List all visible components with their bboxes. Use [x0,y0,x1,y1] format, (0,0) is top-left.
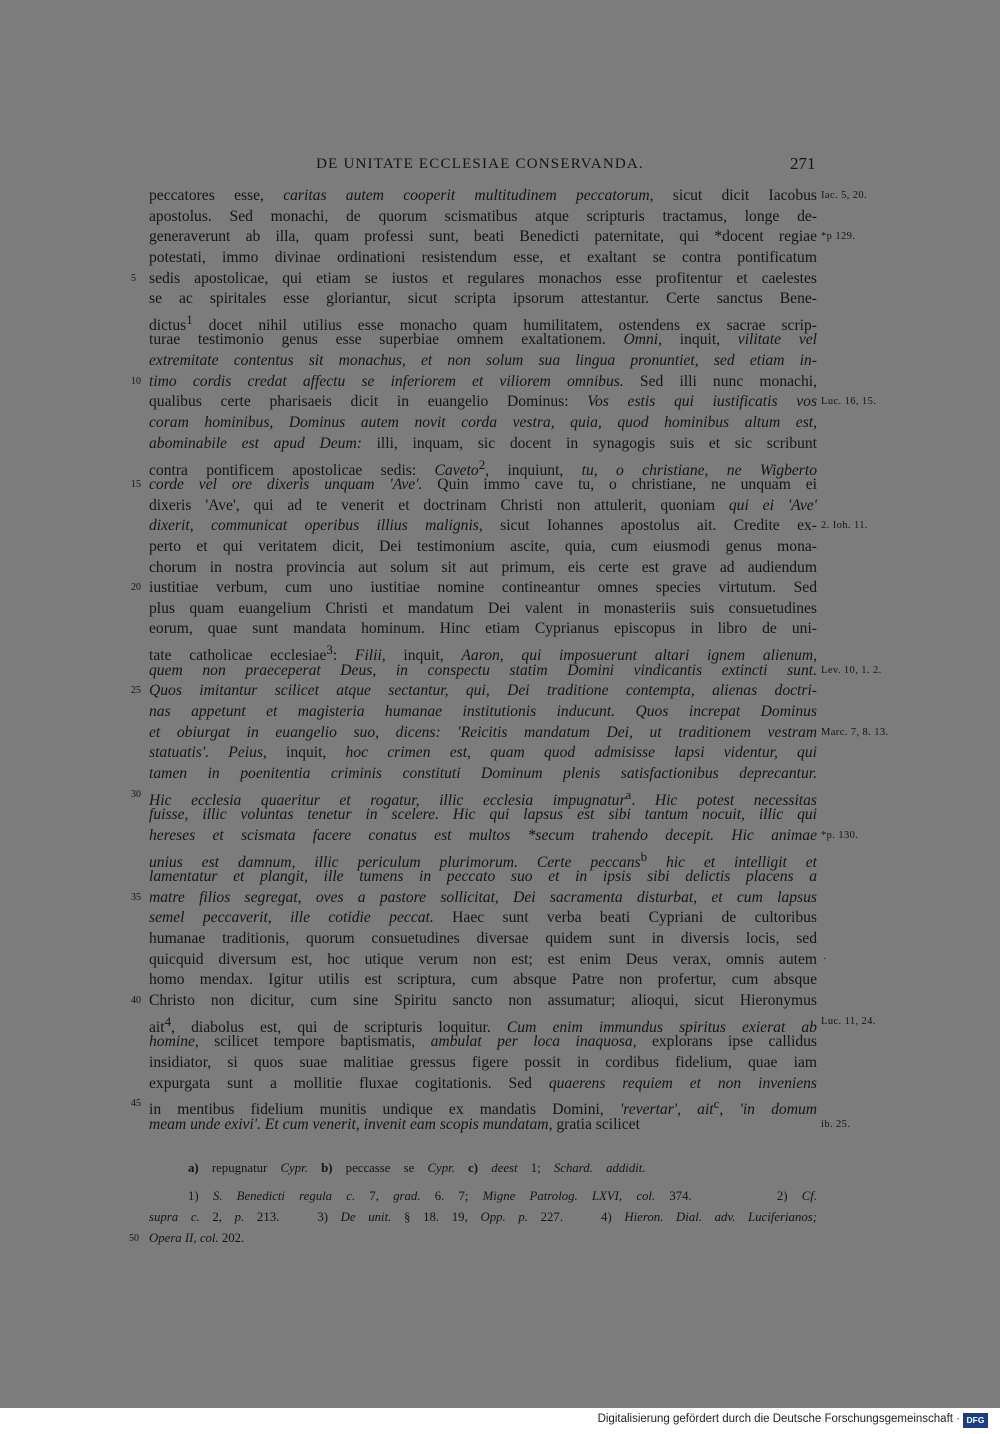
text-line [149,929,817,950]
text-line [149,516,868,537]
text-line [149,723,889,744]
text-line [149,908,817,929]
line-text: tamen in poenitentia criminis constituti Dominum plenis satisfactionibus deprecantur. [149,764,817,782]
margin-reference: · [823,953,827,965]
line-number: 15 [131,478,141,490]
text-line [149,950,827,971]
margin-reference: Lev. 10, 1. 2. [821,664,882,676]
text-line [131,1094,818,1119]
line-number: 5 [131,272,136,284]
line-text: nas appetunt et magisteria humanae institutionis inducunt. Quos increpat Dominus [149,703,817,721]
line-number: 50 [129,1233,139,1244]
footnotes [129,1158,818,1249]
line-text: unius est damnum, illic periculum plurimorum. Certe peccans$^b$ hic et intelligit et [149,848,817,871]
line-text: iustitiae verbum, cum uno iustitiae nomine contineantur omnes species virtutum. Sed [149,579,817,597]
footnote-text: Opera II, col. 202. [149,1231,245,1245]
line-text: peccatores esse, caritas autem cooperit multitudinem peccatorum, sicut dicit Iacobus [149,187,817,204]
line-text: se ac spiritales esse gloriantur, sicut scripta ipsorum attestantur. Certe sanctus Bene- [149,290,817,308]
text-line [149,1074,817,1095]
line-text: corde vel ore dixeris unquam 'Ave'. Quin immo cave tu, o christiane, ne unquam ei [149,475,817,493]
text-line [149,743,817,764]
line-text: quem non praeceperat Deus, in conspectu statim Domini vindicantis extincti sunt. [149,661,817,679]
text-line [149,640,818,665]
margin-reference: Iac. 5, 20. [821,190,868,201]
text-line [131,681,817,702]
text-line [131,475,817,496]
text-line [149,289,817,310]
line-text: lamentatur et plangit, ille tumens in peccato suo et in ipsis sibi delictis placens a [149,868,817,886]
margin-reference: 2. Ioh. 11. [821,520,868,532]
line-text: eorum, quae sunt mandata hominum. Hinc etiam Cyprianus episcopus in libro de uni- [149,620,817,638]
text-line [149,248,817,269]
footnote-line [149,1207,817,1228]
text-line [149,661,882,682]
text-line [149,826,859,847]
line-text: quicquid diversum est, hoc utique verum non est; est enim Deus verax, omnis autem [149,950,817,968]
margin-reference: *p. 130. [821,829,859,841]
line-text: generaverunt ab illa, quam professi sunt, beati Benedicti paternitate, qui *docent regiae [149,228,817,246]
text-line [149,847,817,871]
text-line [131,578,817,599]
footnote-line [149,1186,817,1207]
text-line [149,537,817,558]
footnote-text: 1) S. Benedicti regula c. 7, grad. 6. 7; Migne Patrolog. LXVI, col. 374. 2) Cf. [188,1189,818,1203]
margin-reference: Luc. 11, 24. [821,1015,876,1027]
line-text: apostolus. Sed monachi, de quorum scismatibus atque scripturis tractamus, longe de- [149,207,817,225]
critical-apparatus: a) repugnatur Cypr. b) peccasse se Cypr. c) deest 1; Schard. addidit. [188,1161,646,1175]
text-line [149,496,817,517]
text-line [131,269,817,290]
page-number: 271 [790,154,816,173]
text-line [149,1012,876,1036]
line-text: semel peccaverit, ille cotidie peccat. Haec sunt verba beati Cypriani de cultoribus [149,909,818,927]
margin-reference: Marc. 7, 8. 13. [821,726,889,738]
text-line [149,619,817,640]
line-text: perto et qui veritatem dicit, Dei testimonium ascite, quia, cum eiusmodi genus mona- [149,537,817,555]
line-number: 35 [131,891,141,903]
line-text: humanae traditionis, quorum consuetudines diversae quidem sunt in diversis locis, sed [149,930,817,948]
text-line [149,764,817,785]
text-line [149,1115,851,1136]
margin-reference: *p 129. [821,231,856,243]
line-text: dixeris 'Ave', qui ad te venerit et doctrinam Christi non attulerit, quoniam qui ei 'Ave' [149,496,817,514]
running-head: DE UNITATE ECCLESIAE CONSERVANDA. [316,156,644,172]
line-text: coram hominibus, Dominus autem novit corda vestra, quia, quod hominibus altum est, [149,414,817,432]
text-line [149,434,817,455]
line-text: potestati, immo divinae ordinationi resistendum esse, et exaltant se contra pontificatum [149,248,817,266]
text-line [131,888,817,909]
text-line [149,599,817,620]
dfg-logo-icon: DFG [963,1413,988,1428]
text-line [149,1032,817,1053]
text-line [149,970,817,991]
line-text: expurgata sunt a mollitie fluxae cogitationis. Sed quaerens requiem et non inveniens [149,1074,818,1092]
line-text: in mentibus fidelium munitis undique ex mandatis Domini, 'revertar', ait$^c$, 'in domum [149,1096,818,1119]
text-line [149,392,877,413]
text-line [149,186,868,207]
text-line [149,351,817,372]
funding-notice: Digitalisierung gefördert durch die Deutsche Forschungsgemeinschaft · [597,1413,960,1425]
line-text: plus quam euangelium Christi et mandatum Dei valent in monasteriis suis consuetudines [149,599,817,617]
line-number: 10 [131,375,141,387]
line-text: extremitate contentus sit monachus, et non solum sua lingua pronuntiet, sed etiam in- [149,352,817,370]
line-text: Christo non dicitur, cum sine Spiritu sancto non assumatur; alioqui, sicut Hieronymus [149,991,817,1009]
line-text: homine, scilicet tempore baptismatis, ambulat per loca inaquosa, explorans ipse callidus [149,1033,817,1051]
line-number: 30 [131,788,141,800]
line-text: meam unde exivi'. Et cum venerit, invenit eam scopis mundatam, gratia scilicet [149,1115,640,1133]
line-text: Hic ecclesia quaeritur et rogatur, illic ecclesia impugnatur$^a$. Hic potest necessitas [149,786,817,809]
margin-reference: Luc. 16, 15. [821,396,877,408]
line-text: turae testimonio genus esse superbiae omnem exaltationem. Omni, inquit, vilitate vel [149,331,818,349]
footer-bar [0,1408,1000,1434]
footnote-text: supra c. 2, p. 213. 3) De unit. § 18. 19, Opp. p. 227. 4) Hieron. Dial. adv. Luciferianos; [149,1210,817,1224]
line-text: insidiator, si quos suae malitiae gressus figere possit in cordibus fidelium, quae iam [149,1053,817,1071]
text-line [149,413,817,434]
line-text: hereses et scismata facere conatus est multos *secum trahendo decepit. Hic animae [149,826,817,844]
line-text: et obiurgat in euangelio suo, dicens: 'Reicitis mandatum Dei, ut traditionem vestram [149,723,817,741]
line-text: chorum in nostra provincia aut solum sit aut primum, eis certe est grave ad audiendum [149,558,817,576]
line-text: fuisse, illic voluntas tenetur in scelere. Hic qui lapsus est sibi tantum nocuit, illic qui [149,806,817,824]
text-line [149,310,817,335]
text-line [149,1053,817,1074]
line-text: abominabile est apud Deum: illi, inquam, sic docent in synagogis suis et sic scribunt [149,434,817,452]
text-line [149,702,817,723]
line-number: 40 [131,994,141,1006]
line-text: tate catholicae ecclesiae$^3$: Filii, inquit, Aaron, qui imposuerunt altari ignem alienum, [149,642,818,665]
text-line [149,558,817,579]
line-text: homo mendax. Igitur utilis est scriptura, cum absque Patre non profertur, cum absque [149,971,817,989]
line-text: Quos imitantur scilicet atque sectantur, qui, Dei traditione contempta, alienas doctri- [149,682,817,700]
text-line [149,227,856,248]
line-text: dixerit, communicat operibus illius malignis, sicut Iohannes apostolus ait. Credite ex- [149,517,817,535]
text-line [131,991,817,1012]
line-text: contra pontificem apostolicae sedis: Caveto$^2$, inquiunt, tu, o christiane, ne Wigberto [149,456,818,479]
text-line [131,785,817,809]
line-text: dictus$^1$ docet nihil utilius esse monacho quam humilitatem, ostendens ex sacrae scrip- [149,311,817,335]
line-text: timo cordis credat affectu se inferiorem et viliorem omnibus. Sed illi nunc monachi, [149,372,817,390]
text-line [131,372,817,393]
text-line [149,207,817,228]
line-text: statuatis'. Peius, inquit, hoc crimen est, quam quod admisisse lapsi videntur, qui [149,744,817,762]
line-text: matre filios segregat, oves a pastore sollicitat, Dei sacramenta disturbat, et cum lapsus [149,888,817,906]
line-text: sedis apostolicae, qui etiam se iustos et regulares monachos esse profitentur et caelestes [149,269,817,287]
text-line [149,454,818,479]
line-number: 45 [131,1098,141,1110]
line-number: 20 [131,582,141,594]
footnote-line [129,1228,817,1249]
margin-reference: ib. 25. [821,1118,851,1130]
line-text: qualibus certe pharisaeis dicit in euangelio Dominus: Vos estis qui iustificatis vos [149,393,818,411]
text-line [149,330,817,351]
text-line [149,805,817,826]
line-number: 25 [131,685,141,697]
text-line [149,867,817,888]
line-text: ait$^4$, diabolus est, qui de scripturis loquitur. Cum enim immundus spiritus exierat ab [149,1013,817,1036]
main-text [131,186,889,1135]
